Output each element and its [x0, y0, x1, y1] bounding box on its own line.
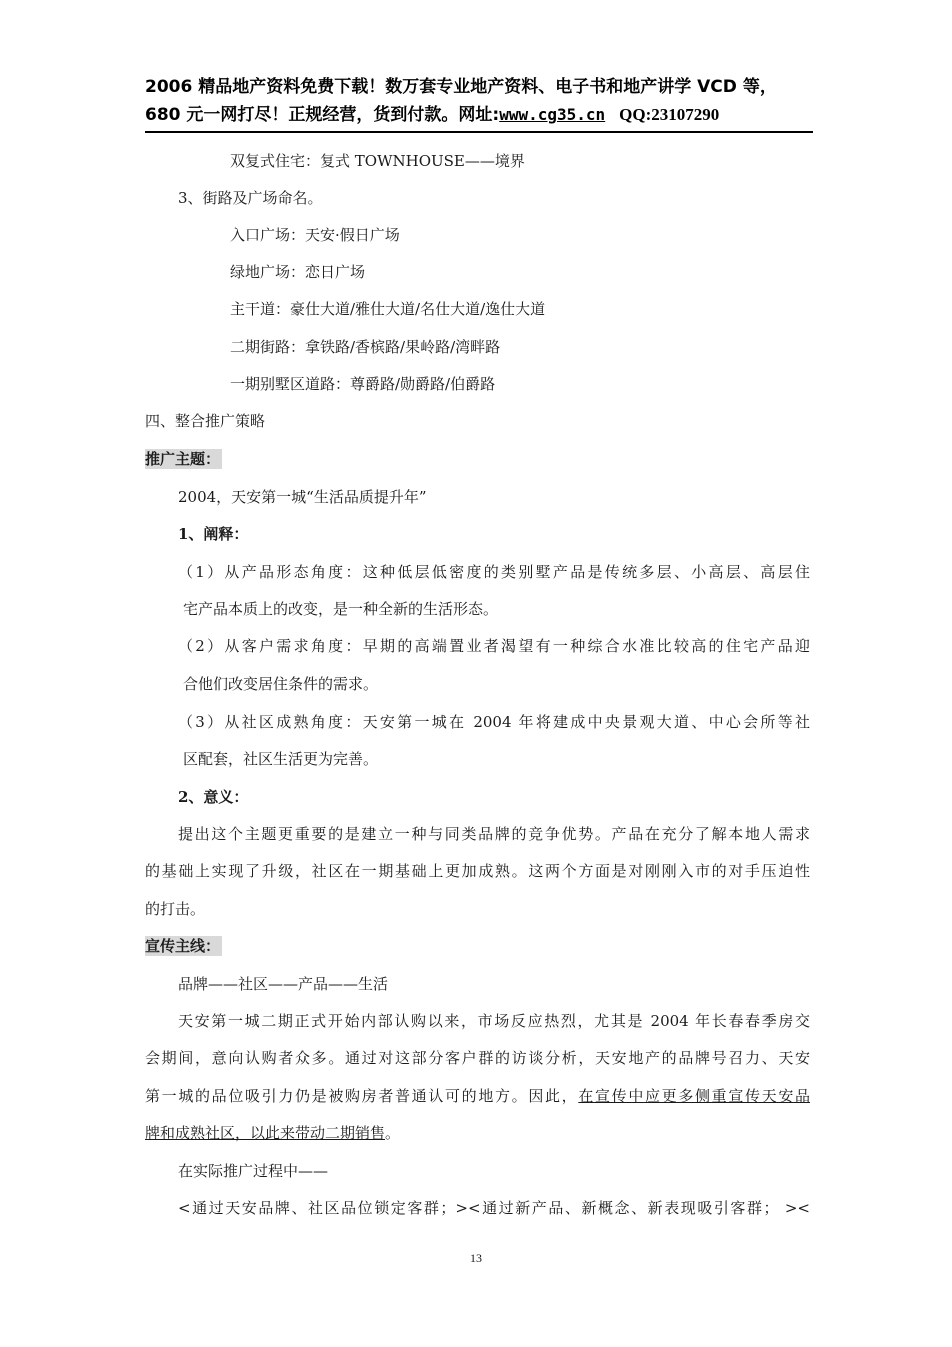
text-line-5: 主干道：豪仕大道/雅仕大道/名仕大道/逸仕大道 — [230, 300, 546, 318]
promo-theme-heading — [145, 448, 222, 470]
text-line-19: 提出这个主题更重要的是建立一种与同类品牌的竞争优势。产品在充分了解本地人需求 — [178, 825, 810, 843]
text-line-28: 在实际推广过程中—— — [178, 1162, 329, 1180]
text-line-26-plain: 第一城的品位吸引力仍是被购房者普通认可的地方。因此， — [145, 1087, 579, 1105]
text-line-7: 一期别墅区道路：尊爵路/勋爵路/伯爵路 — [230, 375, 496, 393]
text-line-10: 2004，天安第一城“生活品质提升年” — [178, 488, 427, 506]
text-line-21: 的打击。 — [145, 900, 206, 918]
text-line-3: 入口广场：天安·假日广场 — [230, 226, 400, 244]
page-header — [145, 74, 813, 133]
header-line-2-text: 680 元一网打尽！正规经营，货到付款。网址: — [145, 105, 500, 125]
header-url-link[interactable]: www.cg35.cn — [499, 105, 606, 124]
text-line-27-period: 。 — [385, 1124, 401, 1142]
text-line-27-underlined: 牌和成熟社区，以此来带动二期销售 — [145, 1124, 386, 1142]
text-line-16: （3）从社区成熟角度：天安第一城在 2004 年将建成中央景观大道、中心会所等社 — [178, 713, 810, 731]
section-heading-4: 四、整合推广策略 — [145, 412, 266, 430]
subheading-explain: 1、阐释： — [178, 525, 249, 543]
text-line-29: <通过天安品牌、社区品位锁定客群；><通过新产品、新概念、新表现吸引客群； >< — [178, 1199, 810, 1217]
page-number: 13 — [470, 1251, 482, 1265]
text-line-17: 区配套，社区生活更为完善。 — [183, 750, 379, 768]
text-line-12: （1）从产品形态角度：这种低层低密度的类别墅产品是传统多层、小高层、高层住 — [178, 563, 810, 581]
text-line-14: （2）从客户需求角度：早期的高端置业者渴望有一种综合水准比较高的住宅产品迎 — [178, 637, 810, 655]
text-line-1: 双复式住宅：复式 TOWNHOUSE——境界 — [230, 152, 525, 170]
promo-mainline-label: 宣传主线： — [145, 937, 221, 955]
text-line-25: 会期间，意向认购者众多。通过对这部分客户群的访谈分析，天安地产的品牌号召力、天安 — [145, 1049, 810, 1067]
header-qq: QQ:23107290 — [619, 105, 720, 124]
text-line-2: 3、街路及广场命名。 — [178, 189, 323, 207]
text-line-23: 品牌——社区——产品——生活 — [178, 975, 389, 993]
subheading-meaning: 2、意义： — [178, 788, 249, 806]
header-line-2 — [145, 101, 813, 129]
text-line-6: 二期街路：拿铁路/香槟路/果岭路/湾畔路 — [230, 338, 501, 356]
promo-mainline-heading — [145, 935, 222, 957]
text-line-26-underlined: 在宣传中应更多侧重宣传天安品 — [578, 1087, 810, 1105]
header-line-1: 2006 精品地产资料免费下载！数万套专业地产资料、电子书和地产讲学 VCD 等， — [145, 77, 777, 97]
text-line-4: 绿地广场：恋日广场 — [230, 263, 366, 281]
text-line-20: 的基础上实现了升级，社区在一期基础上更加成熟。这两个方面是对刚刚入市的对手压迫性 — [145, 862, 810, 880]
text-line-27 — [145, 1122, 400, 1144]
promo-theme-label: 推广主题： — [145, 450, 221, 468]
text-line-13: 宅产品本质上的改变，是一种全新的生活形态。 — [183, 600, 499, 618]
text-line-26 — [145, 1085, 810, 1107]
text-line-24: 天安第一城二期正式开始内部认购以来，市场反应热烈，尤其是 2004 年长春春季房交 — [178, 1012, 810, 1030]
text-line-15: 合他们改变居住条件的需求。 — [183, 675, 379, 693]
